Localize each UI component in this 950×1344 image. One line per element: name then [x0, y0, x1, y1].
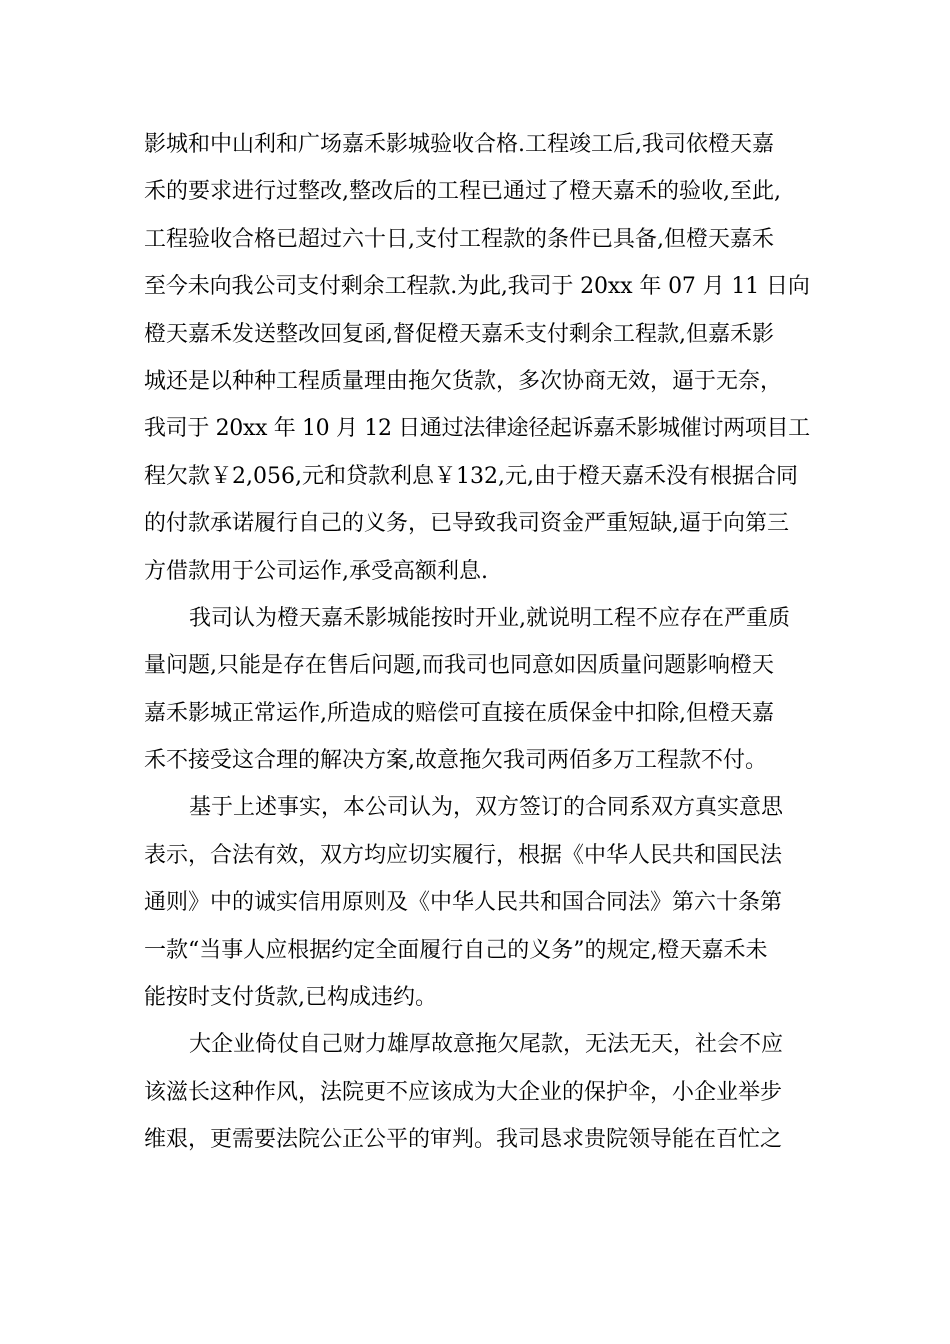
paragraph-first-line: 基于上述事实，本公司认为，双方签订的合同系双方真实意思 — [189, 795, 784, 821]
text-line: 影城和中山利和广场嘉禾影城验收合格.工程竣工后,我司依橙天嘉 — [144, 132, 774, 157]
document-body — [144, 127, 810, 1170]
text-line: 量问题,只能是存在售后问题,而我司也同意如因质量问题影响橙天 — [144, 653, 774, 679]
text-line: 的付款承诺履行自己的义务，已导致我司资金严重短缺,逼于向第三 — [144, 511, 789, 537]
text-line: 禾不接受这合理的解决方案,故意拖欠我司两佰多万工程款不付。 — [144, 748, 767, 774]
paragraph-first-line: 大企业倚仗自己财力雄厚故意拖欠尾款，无法无天，社会不应 — [189, 1032, 784, 1058]
text-line: 橙天嘉禾发送整改回复函,督促橙天嘉禾支付剩余工程款,但嘉禾影 — [144, 321, 774, 347]
text-line: 方借款用于公司运作,承受高额利息. — [144, 558, 488, 584]
text-line: 该滋长这种作风，法院更不应该成为大企业的保护伞，小企业举步 — [144, 1079, 783, 1105]
text-line: 能按时支付货款,已构成违约。 — [144, 985, 437, 1011]
text-line: 嘉禾影城正常运作,所造成的赔偿可直接在质保金中扣除,但橙天嘉 — [144, 700, 774, 726]
paragraph-first-line: 我司认为橙天嘉禾影城能按时开业,就说明工程不应存在严重质 — [189, 605, 790, 631]
text-line: 维艰，更需要法院公正公平的审判。我司恳求贵院领导能在百忙之 — [144, 1127, 783, 1153]
text-line: 程欠款￥2,056,元和贷款利息￥132,元,由于橙天嘉禾没有根据合同 — [144, 463, 798, 489]
text-line: 一款“当事人应根据约定全面履行自己的义务”的规定,橙天嘉禾未 — [144, 937, 768, 963]
text-line: 禾的要求进行过整改,整改后的工程已通过了橙天嘉禾的验收,至此, — [144, 179, 781, 205]
text-line: 工程验收合格已超过六十日,支付工程款的条件已具备,但橙天嘉禾 — [144, 226, 774, 252]
text-line: 至今未向我公司支付剩余工程款.为此,我司于 20xx 年 07 月 11 日向 — [144, 274, 810, 300]
text-line: 通则》中的诚实信用原则及《中华人民共和国合同法》第六十条第 — [144, 890, 783, 916]
text-line: 城还是以种种工程质量理由拖欠货款，多次协商无效，逼于无奈， — [144, 368, 783, 394]
text-line: 我司于 20xx 年 10 月 12 日通过法律途径起诉嘉禾影城催讨两项目工 — [144, 416, 810, 442]
text-line: 表示，合法有效，双方均应切实履行，根据《中华人民共和国民法 — [144, 842, 783, 868]
